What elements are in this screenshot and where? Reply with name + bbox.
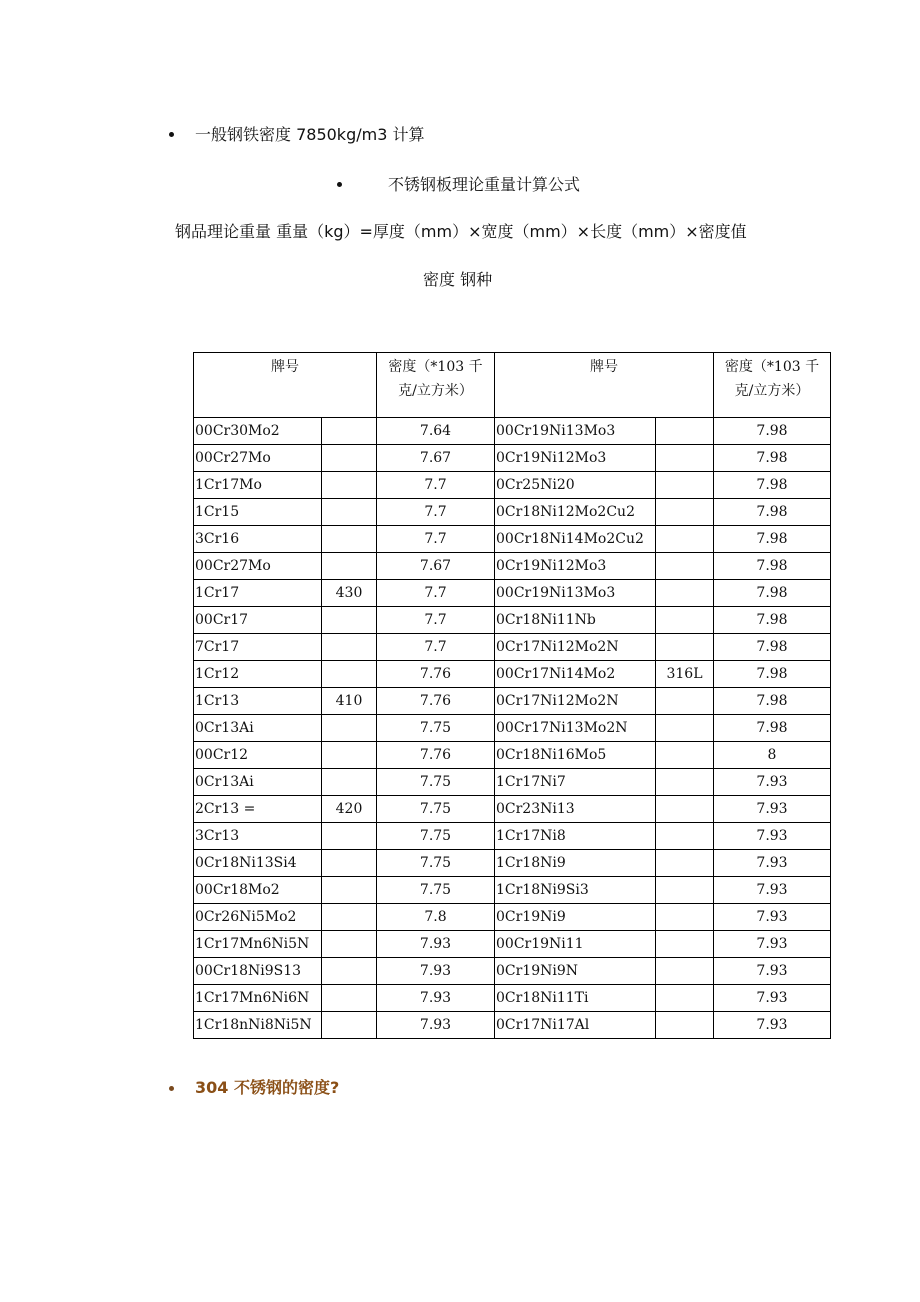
grade-cell: 1Cr17Mn6Ni6N	[194, 985, 322, 1012]
grade-cell: 1Cr13	[194, 688, 322, 715]
density-cell: 7.98	[714, 688, 831, 715]
table-row	[194, 499, 831, 526]
grade-cell: 1Cr17	[194, 580, 322, 607]
ref-cell: 420	[322, 796, 377, 823]
weight-formula: 钢品理论重量 重量（kg）=厚度（mm）×宽度（mm）×长度（mm）×密度值	[175, 222, 747, 241]
grade-cell: 0Cr18Ni11Nb	[495, 607, 656, 634]
density-cell: 7.98	[714, 715, 831, 742]
ref-cell	[322, 553, 377, 580]
grade-cell: 00Cr19Ni13Mo3	[495, 418, 656, 445]
density-cell: 7.98	[714, 634, 831, 661]
density-cell: 7.75	[377, 877, 495, 904]
grade-cell: 0Cr18Ni12Mo2Cu2	[495, 499, 656, 526]
ref-cell	[656, 445, 714, 472]
grade-cell: 1Cr15	[194, 499, 322, 526]
grade-cell: 0Cr19Ni9N	[495, 958, 656, 985]
density-cell: 7.98	[714, 661, 831, 688]
ref-cell	[656, 553, 714, 580]
grade-cell: 0Cr18Ni13Si4	[194, 850, 322, 877]
ref-cell	[656, 769, 714, 796]
density-cell: 7.98	[714, 580, 831, 607]
table-row	[194, 796, 831, 823]
density-cell: 7.93	[714, 985, 831, 1012]
grade-cell: 0Cr18Ni16Mo5	[495, 742, 656, 769]
density-cell: 7.93	[714, 796, 831, 823]
ref-cell	[656, 850, 714, 877]
ref-cell	[656, 715, 714, 742]
table-row	[194, 661, 831, 688]
ref-cell: 430	[322, 580, 377, 607]
ref-cell	[322, 634, 377, 661]
bullet-dot	[337, 182, 342, 187]
density-cell: 7.75	[377, 769, 495, 796]
grade-cell: 1Cr17Ni8	[495, 823, 656, 850]
density-cell: 8	[714, 742, 831, 769]
grade-cell: 1Cr18nNi8Ni5N	[194, 1012, 322, 1039]
formula-heading: 不锈钢板理论重量计算公式	[388, 175, 581, 194]
density-cell: 7.7	[377, 580, 495, 607]
table-row	[194, 985, 831, 1012]
grade-cell: 00Cr27Mo	[194, 553, 322, 580]
grade-cell: 1Cr17Mn6Ni5N	[194, 931, 322, 958]
density-cell: 7.76	[377, 661, 495, 688]
bullet-dot	[169, 132, 174, 137]
ref-cell	[322, 445, 377, 472]
density-cell: 7.76	[377, 688, 495, 715]
grade-cell: 0Cr17Ni17Al	[495, 1012, 656, 1039]
ref-cell	[656, 607, 714, 634]
ref-cell	[656, 823, 714, 850]
density-cell: 7.75	[377, 715, 495, 742]
table-row	[194, 688, 831, 715]
ref-cell	[656, 634, 714, 661]
table-row	[194, 769, 831, 796]
grade-cell: 1Cr18Ni9Si3	[495, 877, 656, 904]
table-row	[194, 418, 831, 445]
table-row	[194, 472, 831, 499]
grade-cell: 00Cr17Ni14Mo2	[495, 661, 656, 688]
ref-cell	[322, 715, 377, 742]
table-row	[194, 445, 831, 472]
ref-cell	[322, 418, 377, 445]
density-cell: 7.7	[377, 499, 495, 526]
grade-cell: 00Cr19Ni13Mo3	[495, 580, 656, 607]
table-row	[194, 823, 831, 850]
ref-cell: 316L	[656, 661, 714, 688]
grade-cell: 0Cr23Ni13	[495, 796, 656, 823]
density-cell: 7.75	[377, 850, 495, 877]
grade-cell: 3Cr13	[194, 823, 322, 850]
grade-cell: 3Cr16	[194, 526, 322, 553]
ref-cell	[322, 1012, 377, 1039]
density-cell: 7.98	[714, 445, 831, 472]
grade-cell: 1Cr17Mo	[194, 472, 322, 499]
table-row	[194, 715, 831, 742]
bullet-dot	[169, 1086, 174, 1091]
ref-cell	[322, 769, 377, 796]
density-cell: 7.93	[714, 769, 831, 796]
density-header: 密度（*103 千 克/立方米）	[714, 353, 831, 418]
table-row	[194, 877, 831, 904]
grade-cell: 00Cr27Mo	[194, 445, 322, 472]
grade-header: 牌号	[495, 353, 714, 418]
ref-cell	[322, 985, 377, 1012]
question-link[interactable]: 304 不锈钢的密度?	[195, 1078, 340, 1097]
grade-cell: 0Cr13Ai	[194, 769, 322, 796]
grade-cell: 2Cr13 =	[194, 796, 322, 823]
ref-cell	[656, 985, 714, 1012]
table-row	[194, 904, 831, 931]
table-row	[194, 553, 831, 580]
ref-cell	[656, 472, 714, 499]
density-cell: 7.93	[714, 904, 831, 931]
ref-cell	[322, 823, 377, 850]
density-cell: 7.93	[714, 958, 831, 985]
ref-cell	[322, 958, 377, 985]
density-cell: 7.7	[377, 607, 495, 634]
grade-cell: 0Cr13Ai	[194, 715, 322, 742]
table-header-row	[194, 353, 831, 418]
grade-cell: 0Cr19Ni12Mo3	[495, 445, 656, 472]
density-cell: 7.98	[714, 553, 831, 580]
ref-cell	[322, 904, 377, 931]
grade-cell: 0Cr19Ni12Mo3	[495, 553, 656, 580]
grade-cell: 0Cr17Ni12Mo2N	[495, 634, 656, 661]
grade-cell: 00Cr18Ni14Mo2Cu2	[495, 526, 656, 553]
table-row	[194, 607, 831, 634]
ref-cell	[656, 499, 714, 526]
ref-cell	[656, 931, 714, 958]
density-cell: 7.75	[377, 796, 495, 823]
density-cell: 7.98	[714, 607, 831, 634]
table-subtitle: 密度 钢种	[423, 270, 493, 289]
density-cell: 7.7	[377, 472, 495, 499]
density-cell: 7.93	[714, 823, 831, 850]
ref-cell	[656, 688, 714, 715]
ref-cell	[322, 850, 377, 877]
density-cell: 7.93	[377, 958, 495, 985]
ref-cell: 410	[322, 688, 377, 715]
grade-cell: 00Cr17	[194, 607, 322, 634]
table-row	[194, 634, 831, 661]
ref-cell	[322, 607, 377, 634]
table-row	[194, 526, 831, 553]
grade-cell: 00Cr18Mo2	[194, 877, 322, 904]
ref-cell	[656, 796, 714, 823]
ref-cell	[656, 580, 714, 607]
density-cell: 7.67	[377, 553, 495, 580]
density-cell: 7.93	[714, 877, 831, 904]
grade-cell: 0Cr18Ni11Ti	[495, 985, 656, 1012]
table-row	[194, 958, 831, 985]
density-cell: 7.98	[714, 526, 831, 553]
density-header: 密度（*103 千 克/立方米）	[377, 353, 495, 418]
ref-cell	[656, 958, 714, 985]
grade-cell: 0Cr25Ni20	[495, 472, 656, 499]
grade-cell: 00Cr19Ni11	[495, 931, 656, 958]
grade-cell: 00Cr30Mo2	[194, 418, 322, 445]
table-row	[194, 580, 831, 607]
ref-cell	[322, 499, 377, 526]
grade-cell: 1Cr17Ni7	[495, 769, 656, 796]
steel-density-note: 一般钢铁密度 7850kg/m3 计算	[195, 125, 425, 144]
grade-cell: 00Cr18Ni9S13	[194, 958, 322, 985]
grade-cell: 00Cr12	[194, 742, 322, 769]
density-cell: 7.98	[714, 418, 831, 445]
density-cell: 7.98	[714, 499, 831, 526]
density-table	[193, 352, 831, 1039]
table-row	[194, 931, 831, 958]
ref-cell	[656, 877, 714, 904]
ref-cell	[656, 526, 714, 553]
density-cell: 7.64	[377, 418, 495, 445]
density-cell: 7.93	[377, 1012, 495, 1039]
grade-cell: 0Cr26Ni5Mo2	[194, 904, 322, 931]
table-row	[194, 742, 831, 769]
density-cell: 7.93	[377, 985, 495, 1012]
density-cell: 7.8	[377, 904, 495, 931]
grade-cell: 1Cr12	[194, 661, 322, 688]
ref-cell	[322, 931, 377, 958]
density-cell: 7.76	[377, 742, 495, 769]
ref-cell	[322, 877, 377, 904]
ref-cell	[656, 1012, 714, 1039]
density-cell: 7.93	[714, 1012, 831, 1039]
table-row	[194, 850, 831, 877]
density-cell: 7.93	[714, 850, 831, 877]
grade-cell: 1Cr18Ni9	[495, 850, 656, 877]
ref-cell	[322, 661, 377, 688]
grade-cell: 0Cr19Ni9	[495, 904, 656, 931]
density-cell: 7.7	[377, 634, 495, 661]
table-row	[194, 1012, 831, 1039]
density-cell: 7.67	[377, 445, 495, 472]
density-cell: 7.75	[377, 823, 495, 850]
ref-cell	[322, 526, 377, 553]
ref-cell	[322, 742, 377, 769]
grade-cell: 00Cr17Ni13Mo2N	[495, 715, 656, 742]
density-cell: 7.98	[714, 472, 831, 499]
grade-cell: 7Cr17	[194, 634, 322, 661]
grade-cell: 0Cr17Ni12Mo2N	[495, 688, 656, 715]
density-cell: 7.93	[714, 931, 831, 958]
density-cell: 7.93	[377, 931, 495, 958]
ref-cell	[656, 904, 714, 931]
grade-header: 牌号	[194, 353, 377, 418]
ref-cell	[656, 418, 714, 445]
ref-cell	[656, 742, 714, 769]
ref-cell	[322, 472, 377, 499]
density-cell: 7.7	[377, 526, 495, 553]
